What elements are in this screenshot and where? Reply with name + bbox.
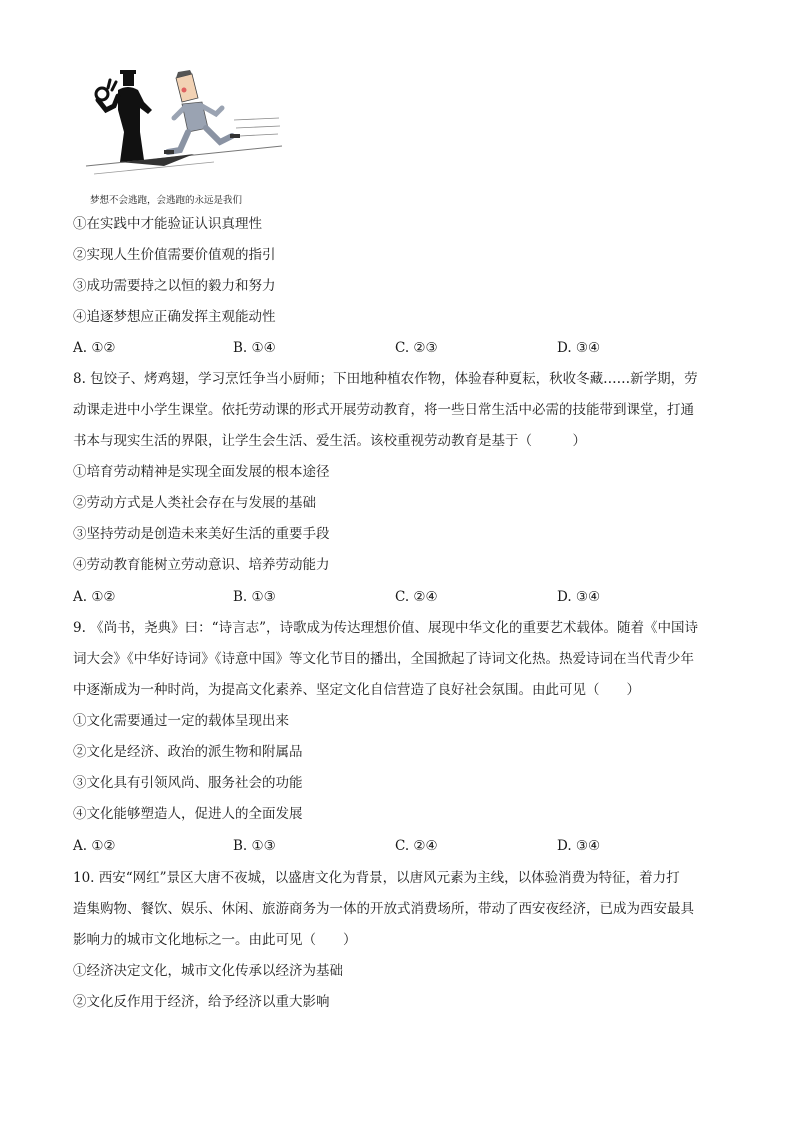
q7-option-c: C. ②③ [395,340,438,356]
q8-stem-line-1: 8. 包饺子、烤鸡翅，学习烹饪争当小厨师；下田地种植农作物，体验春种夏耘，秋收冬藏……新学期，劳 [73,371,698,387]
q10-stem-line-2: 造集购物、餐饮、娱乐、休闲、旅游商务为一体的开放式消费场所，带动了西安夜经济，已成为西安最具 [73,901,694,917]
q10-statement-2: ②文化反作用于经济，给予经济以重大影响 [73,994,330,1010]
q9-statement-4: ④文化能够塑造人，促进人的全面发展 [73,806,303,822]
q8-statement-1: ①培育劳动精神是实现全面发展的根本途径 [73,464,330,480]
figure-caption: 梦想不会逃跑，会逃跑的永远是我们 [90,195,243,206]
q10-stem-line-1: 10. 西安“网红”景区大唐不夜城，以盛唐文化为背景，以唐风元素为主线，以体验消费为特征，着力打 [73,870,680,886]
q9-stem-line-1: 9. 《尚书，尧典》曰：“诗言志”，诗歌成为传达理想价值、展现中华文化的重要艺术载体。随着《中国诗 [73,620,698,636]
q9-option-b: B. ①③ [233,838,276,854]
q8-option-c: C. ②④ [395,589,438,605]
q9-statement-3: ③文化具有引领风尚、服务社会的功能 [73,775,303,791]
q7-option-b: B. ①④ [233,340,276,356]
cartoon-drawing [84,62,284,200]
q7-statement-1: ①在实践中才能验证认识真理性 [73,216,262,232]
q7-option-d: D. ③④ [557,340,601,356]
q8-option-d: D. ③④ [557,589,601,605]
q8-statement-3: ③坚持劳动是创造未来美好生活的重要手段 [73,526,330,542]
cartoon-illustration [84,62,284,200]
q7-statement-2: ②实现人生价值需要价值观的指引 [73,247,276,263]
q9-option-c: C. ②④ [395,838,438,854]
q9-option-d: D. ③④ [557,838,601,854]
q7-statement-3: ③成功需要持之以恒的毅力和努力 [73,278,276,294]
q8-statement-4: ④劳动教育能树立劳动意识、培养劳动能力 [73,557,330,573]
q8-statement-2: ②劳动方式是人类社会存在与发展的基础 [73,495,316,511]
q7-statement-4: ④追逐梦想应正确发挥主观能动性 [73,309,276,325]
q9-stem-line-2: 词大会》《中华好诗词》《诗意中国》等文化节目的播出，全国掀起了诗词文化热。热爱诗词在当代青少年 [73,651,694,667]
q9-option-a: A. ①② [73,838,116,854]
q9-statement-1: ①文化需要通过一定的载体呈现出来 [73,713,289,729]
q10-statement-1: ①经济决定文化，城市文化传承以经济为基础 [73,963,343,979]
q10-stem-line-3: 影响力的城市文化地标之一。由此可见（ ） [73,932,357,948]
q9-stem-line-3: 中逐渐成为一种时尚，为提高文化素养、坚定文化自信营造了良好社会氛围。由此可见（ ） [73,682,640,698]
q8-stem-line-3: 书本与现实生活的界限，让学生会生活、爱生活。该校重视劳动教育是基于（ ） [73,433,586,449]
q8-stem-line-2: 动课走进中小学生课堂。依托劳动课的形式开展劳动教育，将一些日常生活中必需的技能带到课堂，打通 [73,402,694,418]
q8-option-a: A. ①② [73,589,116,605]
q8-option-b: B. ①③ [233,589,276,605]
q7-option-a: A. ①② [73,340,116,356]
q9-statement-2: ②文化是经济、政治的派生物和附属品 [73,744,303,760]
